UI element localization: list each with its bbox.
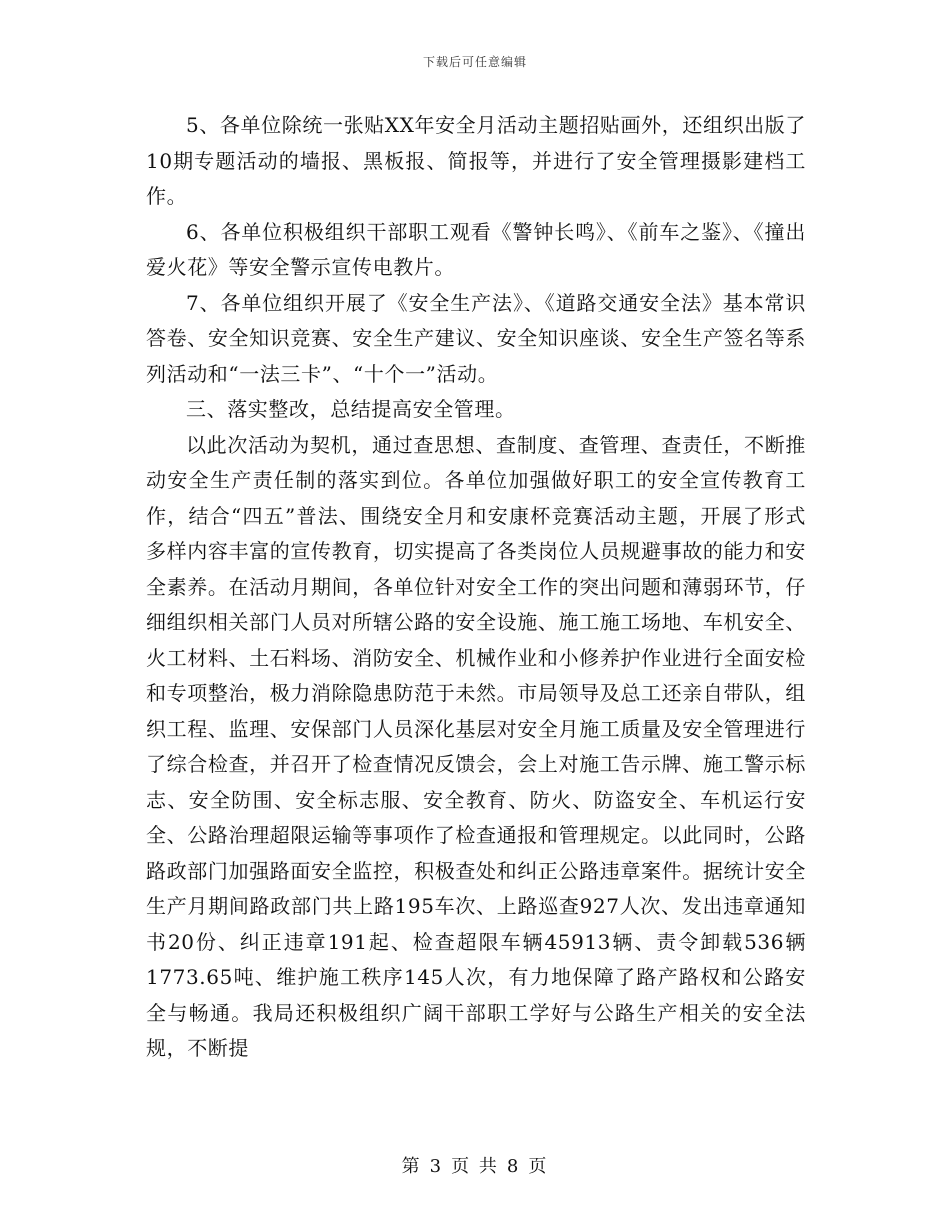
page-footer: [0, 1152, 950, 1178]
header-note: 下载后可任意编辑: [422, 55, 527, 69]
footer-middle: 页 共: [451, 1156, 499, 1177]
paragraph-main: 以此次活动为契机，通过查思想、查制度、查管理、查责任，不断推动安全生产责任制的落实到位。各单位加强做好职工的安全宣传教育工作，结合“四五”普法、围绕安全月和安康杯竞赛活动主题，开展了形式多样内容丰富的宣传教育，切实提高了各类岗位人员规避事故的能力和安全素养。在活动月期间，各单位针对安全工作的突出问题和薄弱环节，仔细组织相关部门人员对所辖公路的安全设施、施工施工场地、车机安全、火工材料、土石料场、消防安全、机械作业和小修养护作业进行全面安检和专项整治，极力消除隐患防范于未然。市局领导及总工还亲自带队，组织工程、监理、安保部门人员深化基层对安全月施工质量及安全管理进行了综合检查，并召开了检查情况反馈会，会上对施工告示牌、施工警示标志、安全防围、安全标志服、安全教育、防火、防盗安全、车机运行安全、公路治理超限运输等事项作了检查通报和管理规定。以此同时，公路路政部门加强路面安全监控，积极查处和纠正公路违章案件。据统计安全生产月期间路政部门共上路195车次、上路巡查927人次、发出违章通知书20份、纠正违章191起、检查超限车辆45913辆、责令卸载536辆1773.65吨、维护施工秩序145人次，有力地保障了路产路权和公路安全与畅通。我局还积极组织广阔干部职工学好与公路生产相关的安全法规，不断提: [146, 432, 806, 1060]
paragraph-item-6: 6、各单位积极组织干部职工观看《警钟长鸣》、《前车之鉴》、《撞出爱火花》等安全警示宣传电教片。: [146, 219, 806, 279]
body-text: [146, 108, 806, 1067]
paragraph-item-7: 7、各单位组织开展了《安全生产法》、《道路交通安全法》基本常识答卷、安全知识竞赛、安全生产建议、安全知识座谈、安全生产签名等系列活动和“一法三卡”、“十个一”活动。: [146, 290, 806, 386]
footer-suffix: 页: [528, 1156, 549, 1177]
current-page-number: 3: [429, 1156, 444, 1177]
section-heading: 三、落实整改，总结提高安全管理。: [186, 397, 516, 421]
total-page-number: 8: [506, 1156, 521, 1177]
paragraph-item-5: 5、各单位除统一张贴XX年安全月活动主题招贴画外，还组织出版了10期专题活动的墙报、黑板报、简报等，并进行了安全管理摄影建档工作。: [146, 113, 806, 208]
footer-prefix: 第: [401, 1156, 422, 1177]
